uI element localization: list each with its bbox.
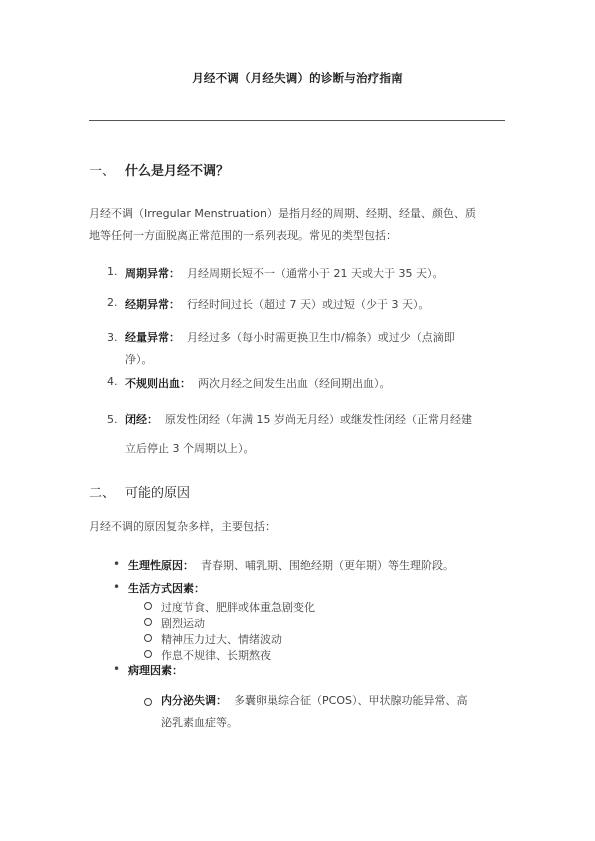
intro-line: 月经不调（Irregular Menstruation）是指月经的周期、经期、经量、颜色、质 — [89, 207, 476, 220]
hollow-circle-bullet-icon — [144, 602, 152, 610]
section-number: 二、 — [89, 486, 116, 501]
section-heading-1 — [89, 160, 229, 179]
item-text: 月经周期长短不一（通常小于 21 天或大于 35 天）。 — [187, 267, 444, 280]
item-number: 4. — [107, 375, 118, 388]
item-label: 经期异常： — [125, 298, 180, 311]
section-title: 什么是月经不调？ — [125, 164, 230, 179]
bullet-icon: • — [113, 557, 121, 571]
hollow-circle-bullet-icon — [144, 634, 152, 642]
item-text: 月经过多（每小时需更换卫生巾/棉条）或过少（点滴即 — [187, 331, 455, 344]
sub-item-text: 作息不规律、长期熬夜 — [161, 649, 271, 662]
item-text: 行经时间过长（超过 7 天）或过短（少于 3 天）。 — [187, 298, 430, 311]
section-heading-2 — [89, 482, 190, 501]
bullet-icon: • — [113, 580, 121, 594]
sub-item-text: 过度节食、肥胖或体重急剧变化 — [161, 601, 315, 614]
item-text-continued: 净）。 — [125, 353, 153, 366]
item-label: 生理性原因： — [128, 559, 194, 572]
item-label: 周期异常： — [125, 267, 180, 280]
item-label: 病理因素： — [128, 664, 183, 677]
title-divider — [89, 120, 505, 121]
sub-item-text: 精神压力过大、情绪波动 — [161, 633, 282, 646]
item-number: 3. — [107, 331, 118, 344]
hollow-circle-bullet-icon — [144, 650, 152, 658]
item-text: 原发性闭经（年满 15 岁尚无月经）或继发性闭经（正常月经建 — [165, 413, 472, 426]
item-number: 2. — [107, 296, 118, 309]
intro-line: 地等任何一方面脱离正常范围的一系列表现。常见的类型包括： — [89, 229, 397, 242]
bullet-icon: • — [113, 662, 121, 676]
item-label: 生活方式因素： — [128, 582, 205, 595]
hollow-circle-bullet-icon — [144, 618, 152, 626]
sub-item-text: 剧烈运动 — [161, 617, 205, 630]
section-number: 一、 — [89, 164, 116, 179]
item-text-continued: 立后停止 3 个周期以上）。 — [125, 442, 255, 455]
item-text-continued: 泌乳素血症等。 — [161, 716, 238, 729]
item-label: 经量异常： — [125, 331, 180, 344]
item-number: 5. — [107, 413, 118, 426]
section-title: 可能的原因 — [125, 486, 191, 501]
item-label: 闭经： — [125, 413, 158, 426]
section1-intro — [89, 203, 507, 247]
item-label: 不规则出血： — [125, 377, 191, 390]
item-text: 多囊卵巢综合征（PCOS）、甲状腺功能异常、高 — [234, 694, 468, 707]
document-title: 月经不调（月经失调）的诊断与治疗指南 — [192, 71, 403, 85]
item-text: 青春期、哺乳期、围绝经期（更年期）等生理阶段。 — [201, 559, 454, 572]
hollow-circle-bullet-icon — [144, 698, 152, 706]
section2-intro: 月经不调的原因复杂多样，主要包括： — [89, 520, 276, 533]
item-label: 内分泌失调： — [161, 694, 227, 707]
item-text: 两次月经之间发生出血（经间期出血）。 — [198, 377, 391, 390]
item-number: 1. — [107, 265, 118, 278]
